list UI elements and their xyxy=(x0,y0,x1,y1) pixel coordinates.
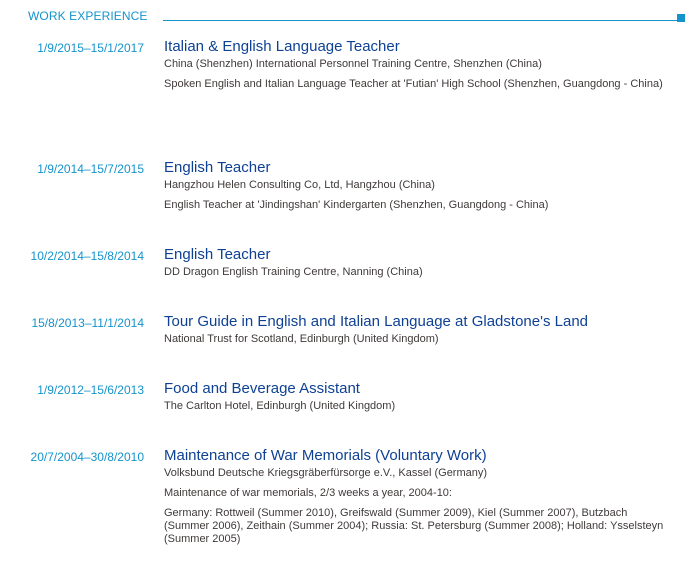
entry-date: 10/2/2014–15/8/2014 xyxy=(30,249,144,263)
entry-date: 1/9/2012–15/6/2013 xyxy=(37,383,144,397)
entry-role: Italian & English Language Teacher xyxy=(164,38,400,55)
section-rule xyxy=(163,20,677,21)
entry-role: Tour Guide in English and Italian Language at Gladstone's Land xyxy=(164,313,588,330)
entry-employer: Hangzhou Helen Consulting Co, Ltd, Hangzhou (China) xyxy=(164,179,435,191)
entry-role: Food and Beverage Assistant xyxy=(164,380,360,397)
entry-employer: Volksbund Deutsche Kriegsgräberfürsorge e.V., Kassel (Germany) xyxy=(164,467,488,479)
entry-detail: Germany: Rottweil (Summer 2010), Greifswald (Summer 2009), Kiel (Summer 2007), Butzbach (Summer 2006), Zeithain (Summer 2004); Russia: St. Petersburg (Summer 2008); Holland: Ysselsteyn (Summer 2005) xyxy=(164,507,664,545)
entry-role: English Teacher xyxy=(164,159,271,176)
entry-date: 1/9/2015–15/1/2017 xyxy=(37,41,144,55)
entry-detail: English Teacher at 'Jindingshan' Kindergarten (Shenzhen, Guangdong - China) xyxy=(164,199,549,211)
entry-employer: DD Dragon English Training Centre, Nanning (China) xyxy=(164,266,423,278)
entry-role: Maintenance of War Memorials (Voluntary Work) xyxy=(164,447,487,464)
entry-date: 15/8/2013–11/1/2014 xyxy=(31,316,144,330)
entry-detail: Maintenance of war memorials, 2/3 weeks a year, 2004-10: xyxy=(164,487,452,499)
section-title: WORK EXPERIENCE xyxy=(28,9,148,23)
entry-employer: The Carlton Hotel, Edinburgh (United Kingdom) xyxy=(164,400,396,412)
entry-detail: Spoken English and Italian Language Teacher at 'Futian' High School (Shenzhen, Guangdong - China) xyxy=(164,78,663,90)
entry-employer: China (Shenzhen) International Personnel Training Centre, Shenzhen (China) xyxy=(164,58,542,70)
section-marker xyxy=(677,14,685,22)
entry-date: 1/9/2014–15/7/2015 xyxy=(37,162,144,176)
entry-date: 20/7/2004–30/8/2010 xyxy=(30,450,144,464)
entry-employer: National Trust for Scotland, Edinburgh (United Kingdom) xyxy=(164,333,439,345)
entry-role: English Teacher xyxy=(164,246,271,263)
